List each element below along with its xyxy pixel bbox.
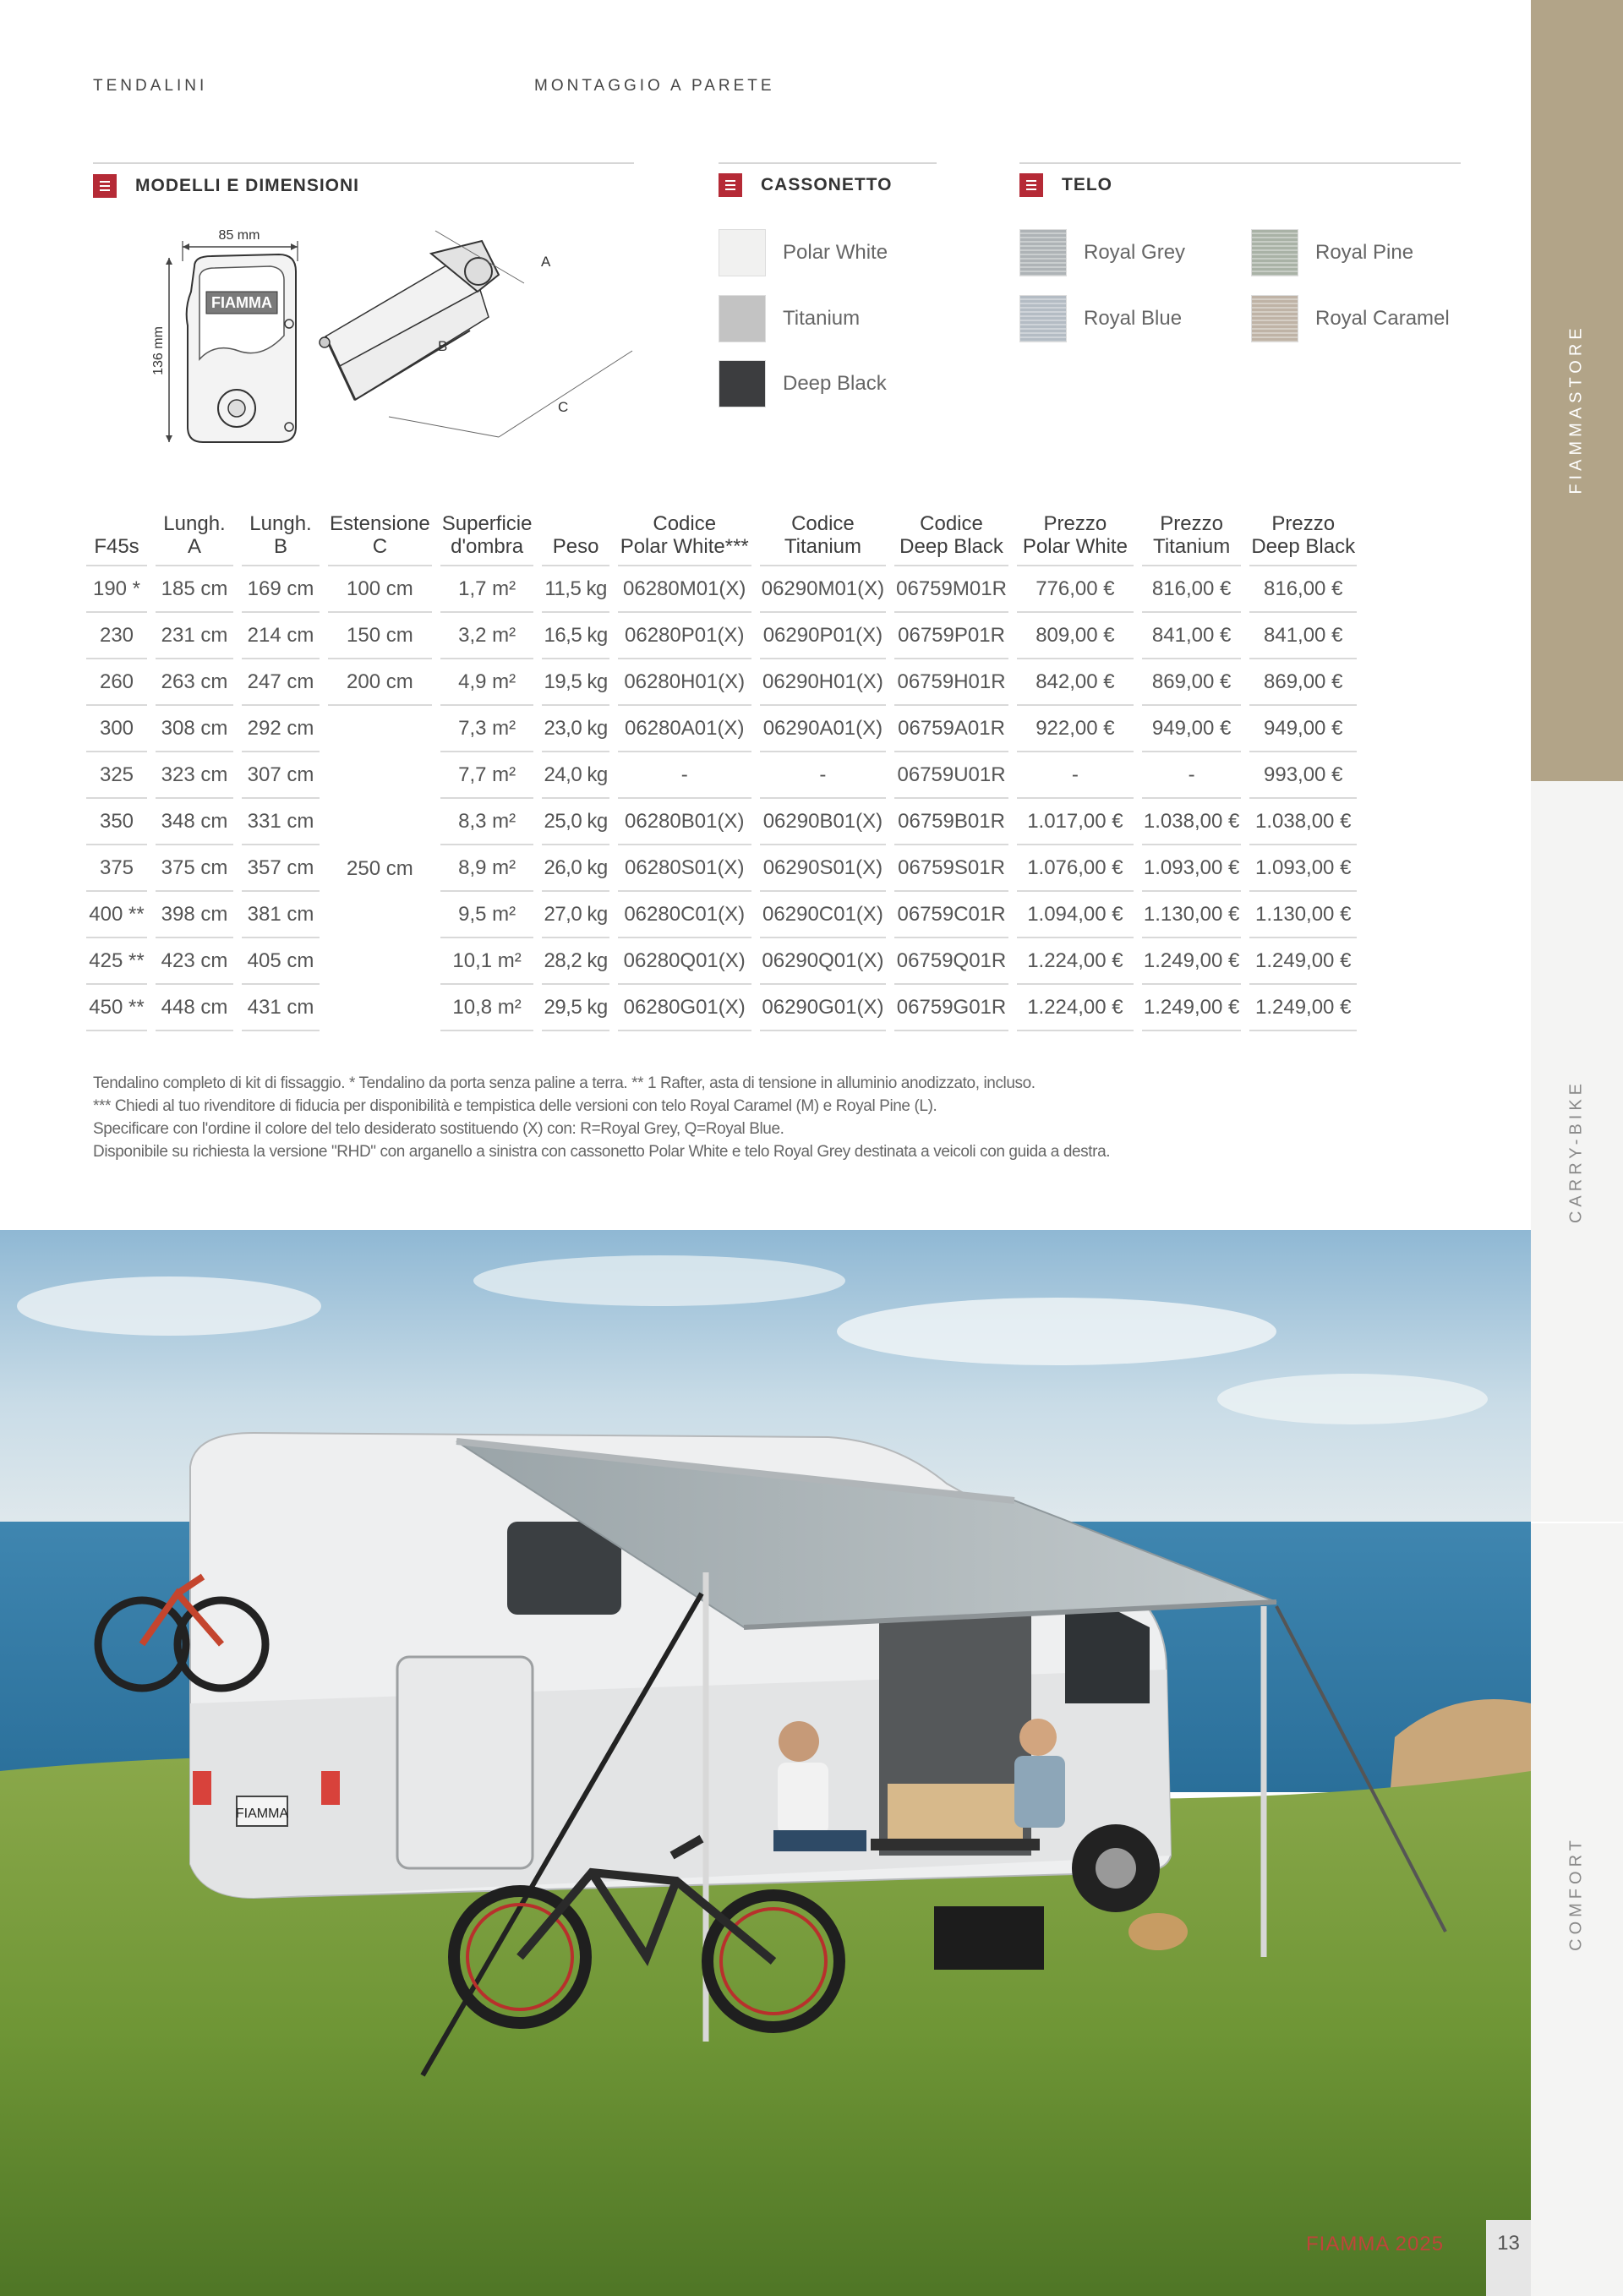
cassonetto-option-label: Deep Black [783, 372, 887, 395]
table-row: 425 ** 423 cm 405 cm 10,1 m² 28,2 kg 06280Q01(X) 06290Q01(X) 06759Q01R 1.224,00 € 1.249,00 € 1.249,00 € [86, 938, 1357, 985]
table-row: 300 308 cm 292 cm 7,3 m² 23,0 kg 06280A01(X) 06290A01(X) 06759A01R 922,00 € 949,00 € 949,00 € [86, 706, 1357, 752]
side-tab-fiammastore[interactable]: FIAMMASTORE [1566, 324, 1586, 495]
dim-b-label: B [438, 338, 448, 354]
table-row: 260 263 cm 247 cm 200 cm 4,9 m² 19,5 kg 06280H01(X) 06290H01(X) 06759H01R 842,00 € 869,00 € 869,00 € [86, 659, 1357, 706]
spec-table [78, 507, 1365, 1031]
telo-option-label: Royal Pine [1315, 241, 1414, 264]
van-plate: FIAMMA [235, 1807, 289, 1821]
models-header [93, 174, 359, 198]
col-header: Prezzo Deep Black [1249, 507, 1357, 566]
footer-brand: FIAMMA 2025 [1306, 2233, 1445, 2255]
side-tab-divider [1531, 1522, 1623, 1523]
col-header: Prezzo Titanium [1142, 507, 1241, 566]
fabric-swatch [1019, 295, 1067, 342]
fabric-swatch [1251, 229, 1298, 276]
list-icon [719, 173, 742, 197]
table-row: 450 ** 448 cm 431 cm 10,8 m² 29,5 kg 06280G01(X) 06290G01(X) 06759G01R 1.224,00 € 1.249,00 € 1.249,00 € [86, 985, 1357, 1031]
table-header-row [86, 507, 1357, 566]
side-tab-comfort[interactable]: COMFORT [1566, 1836, 1586, 1951]
page-number: 13 [1497, 2232, 1520, 2255]
dim-width-label: 85 mm [218, 228, 260, 243]
cassonetto-title: CASSONETTO [761, 175, 893, 194]
col-header: Peso [542, 507, 609, 566]
cassonetto-option[interactable] [719, 229, 888, 276]
cassonetto-option[interactable] [719, 295, 860, 342]
fabric-swatch [1251, 295, 1298, 342]
list-icon [93, 174, 117, 198]
side-tabs-bg [1531, 781, 1623, 2296]
models-rule [93, 162, 634, 164]
footnotes [93, 1072, 1488, 1163]
telo-option[interactable] [1019, 295, 1182, 342]
table-row: 230 231 cm 214 cm 150 cm 3,2 m² 16,5 kg 06280P01(X) 06290P01(X) 06759P01R 809,00 € 841,00 € 841,00 € [86, 613, 1357, 659]
footnote-line: Disponibile su richiesta la versione "RHD" con arganello a sinistra con cassonetto Polar White e telo Royal Grey destinata a veicoli con guida a destra. [93, 1143, 1111, 1161]
col-header: Superficie d'ombra [440, 507, 534, 566]
telo-option[interactable] [1251, 295, 1450, 342]
dim-a-label: A [541, 254, 551, 270]
footnote-line: Tendalino completo di kit di fissaggio. * Tendalino da porta senza paline a terra. ** 1 Rafter, asta di tensione in alluminio anodizzato, incluso. [93, 1074, 1036, 1092]
telo-option-label: Royal Blue [1084, 307, 1183, 330]
table-row: 350 348 cm 331 cm 8,3 m² 25,0 kg 06280B01(X) 06290B01(X) 06759B01R 1.017,00 € 1.038,00 € 1.038,00 € [86, 799, 1357, 845]
section-title: TENDALINI [93, 77, 208, 95]
dim-height-label: 136 mm [151, 326, 166, 375]
cassonetto-header [719, 173, 892, 197]
col-header: Codice Deep Black [894, 507, 1008, 566]
side-tab-carry-bike[interactable]: CARRY-BIKE [1566, 1079, 1586, 1224]
cassonetto-option-label: Titanium [783, 307, 861, 330]
list-icon [1019, 173, 1043, 197]
table-row: 400 ** 398 cm 381 cm 9,5 m² 27,0 kg 06280C01(X) 06290C01(X) 06759C01R 1.094,00 € 1.130,00 € 1.130,00 € [86, 892, 1357, 938]
telo-option[interactable] [1019, 229, 1185, 276]
col-header: Codice Titanium [760, 507, 886, 566]
fabric-swatch [1019, 229, 1067, 276]
telo-title: TELO [1062, 175, 1112, 194]
footnote-line: Specificare con l'ordine il colore del telo desiderato sostituendo (X) con: R=Royal Grey, Q=Royal Blue. [93, 1120, 784, 1138]
cassonetto-option-label: Polar White [783, 241, 888, 264]
cassonetto-rule [719, 162, 937, 164]
models-title: MODELLI E DIMENSIONI [135, 176, 360, 195]
camper-awning-photo [0, 1230, 1531, 2296]
cassonetto-option[interactable] [719, 360, 887, 407]
color-swatch [719, 229, 766, 276]
telo-option-label: Royal Grey [1084, 241, 1186, 264]
diagram-logo: FIAMMA [211, 294, 272, 311]
col-header: Prezzo Polar White [1017, 507, 1134, 566]
footnote-line: *** Chiedi al tuo rivenditore di fiducia per disponibilità e tempistica delle versioni con telo Royal Caramel (M) e Royal Pine (L). [93, 1097, 937, 1115]
telo-header [1019, 173, 1112, 197]
table-row: 325 323 cm 307 cm 7,7 m² 24,0 kg - - 06759U01R - - 993,00 € [86, 752, 1357, 799]
telo-option[interactable] [1251, 229, 1413, 276]
table-row: 375 375 cm 357 cm 250 cm 8,9 m² 26,0 kg 06280S01(X) 06290S01(X) 06759S01R 1.076,00 € 1.093,00 € 1.093,00 € [86, 845, 1357, 892]
col-header: Estensione C [328, 507, 432, 566]
table-row: 190 * 185 cm 169 cm 100 cm 1,7 m² 11,5 kg 06280M01(X) 06290M01(X) 06759M01R 776,00 € 816,00 € 816,00 € [86, 566, 1357, 613]
telo-rule [1019, 162, 1461, 164]
color-swatch [719, 295, 766, 342]
subsection-title: MONTAGGIO A PARETE [534, 77, 775, 95]
col-header: F45s [86, 507, 147, 566]
awning-dimensions-diagram [144, 224, 642, 452]
col-header: Lungh. B [242, 507, 320, 566]
color-swatch [719, 360, 766, 407]
telo-option-label: Royal Caramel [1315, 307, 1450, 330]
dim-c-label: C [558, 399, 569, 415]
col-header: Codice Polar White*** [618, 507, 751, 566]
col-header: Lungh. A [156, 507, 233, 566]
